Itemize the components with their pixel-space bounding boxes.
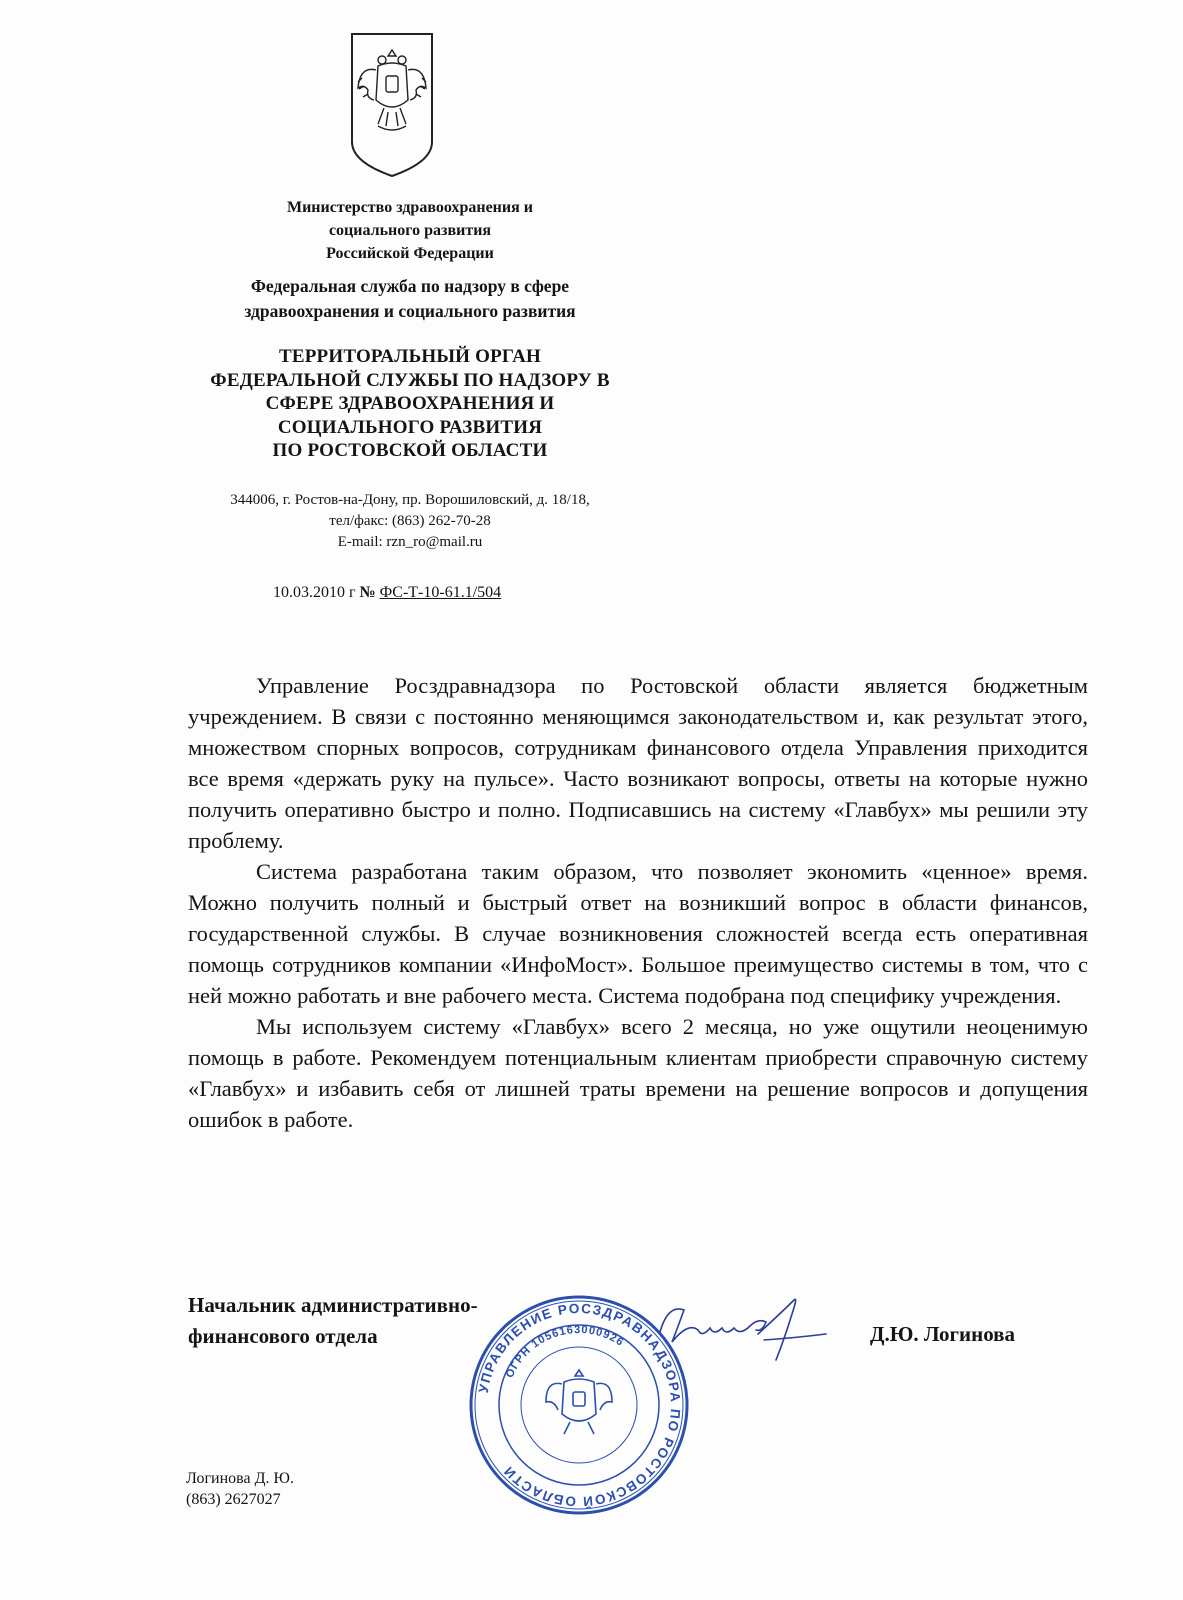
executor-contact bbox=[186, 1468, 294, 1510]
handwritten-signature bbox=[654, 1292, 834, 1376]
signatory-position bbox=[188, 1290, 478, 1352]
postal-address: 344006, г. Ростов-на-Дону, пр. Ворошиловский, д. 18/18, bbox=[230, 492, 590, 508]
ministry-line: социального развития bbox=[328, 222, 492, 239]
address-block bbox=[180, 490, 640, 553]
stamp-outer-text: УПРАВЛЕНИЕ РОСЗДРАВНАДЗОРА ПО РОСТОВСКОЙ ОБЛАСТИ bbox=[475, 1300, 684, 1510]
number-sign: № bbox=[359, 584, 376, 601]
executor-name: Логинова Д. Ю. bbox=[186, 1470, 294, 1487]
document-number: ФС-Т-10-61.1/504 bbox=[379, 584, 502, 601]
organ-line: ТЕРРИТОРАЛЬНЫЙ ОРГАН bbox=[278, 346, 542, 367]
phone-fax: тел/факс: (863) 262-70-28 bbox=[329, 513, 491, 529]
document-reference bbox=[273, 584, 501, 602]
paragraph: Мы используем систему «Главбух» всего 2 месяца, но уже ощутили неоценимую помощь в работе. Рекомендуем потенциальным клиентам приобрести справочную систему «Главбух» и избавить себя от лишней траты времени на решение вопросов и допущения ошибок в работе. bbox=[188, 1014, 1088, 1132]
organ-line: СФЕРЕ ЗДРАВООХРАНЕНИЯ И bbox=[265, 393, 555, 414]
paragraph: Управление Росздравнадзора по Ростовской области является бюджетным учреждением. В связи с постоянно меняющимся законодательством и, как результат этого, множеством спорных вопросов, сотрудникам финансового отдела Управления приходится все время «держать руку на пульсе». Часто возникают вопросы, ответы на которые нужно получить оперативно быстро и полно. Подписавшись на систему «Главбух» мы решили эту проблему. bbox=[188, 673, 1088, 853]
ministry-line: Российской Федерации bbox=[326, 245, 494, 262]
organ-line: ФЕДЕРАЛЬНОЙ СЛУЖБЫ ПО НАДЗОРУ В bbox=[210, 369, 610, 391]
territorial-organ-name bbox=[180, 345, 640, 463]
executor-phone: (863) 2627027 bbox=[186, 1491, 281, 1508]
email-address: E-mail: rzn_ro@mail.ru bbox=[337, 534, 483, 550]
stamp-ogrn: ОГРН 1056163000926 bbox=[503, 1323, 627, 1380]
ministry-line: Министерство здравоохранения и bbox=[286, 199, 533, 216]
document-date: 10.03.2010 г bbox=[273, 584, 356, 601]
paragraph: Система разработана таким образом, что позволяет экономить «ценное» время. Можно получить полный и быстрый ответ на возникший вопрос в области финансов, государственной службы. В случае возникновения сложностей всегда есть оперативная помощь сотрудников компании «ИнфоМост». Большое преимущество системы в том, что с ней можно работать и вне рабочего места. Система подобрана под специфику учреждения. bbox=[188, 859, 1088, 1008]
federal-service-name bbox=[180, 274, 640, 324]
position-line: финансового отдела bbox=[188, 1324, 378, 1348]
position-line: Начальник административно- bbox=[188, 1293, 478, 1317]
ministry-name bbox=[180, 196, 640, 265]
service-line: Федеральная служба по надзору в сфере bbox=[250, 276, 570, 296]
letter-body bbox=[188, 670, 1088, 1135]
organ-line: ПО РОСТОВСКОЙ ОБЛАСТИ bbox=[272, 440, 548, 461]
signatory-name: Д.Ю. Логинова bbox=[870, 1322, 1016, 1346]
organ-line: СОЦИАЛЬНОГО РАЗВИТИЯ bbox=[277, 416, 543, 438]
service-line: здравоохранения и социального развития bbox=[244, 301, 576, 321]
coat-of-arms-emblem bbox=[348, 30, 436, 178]
